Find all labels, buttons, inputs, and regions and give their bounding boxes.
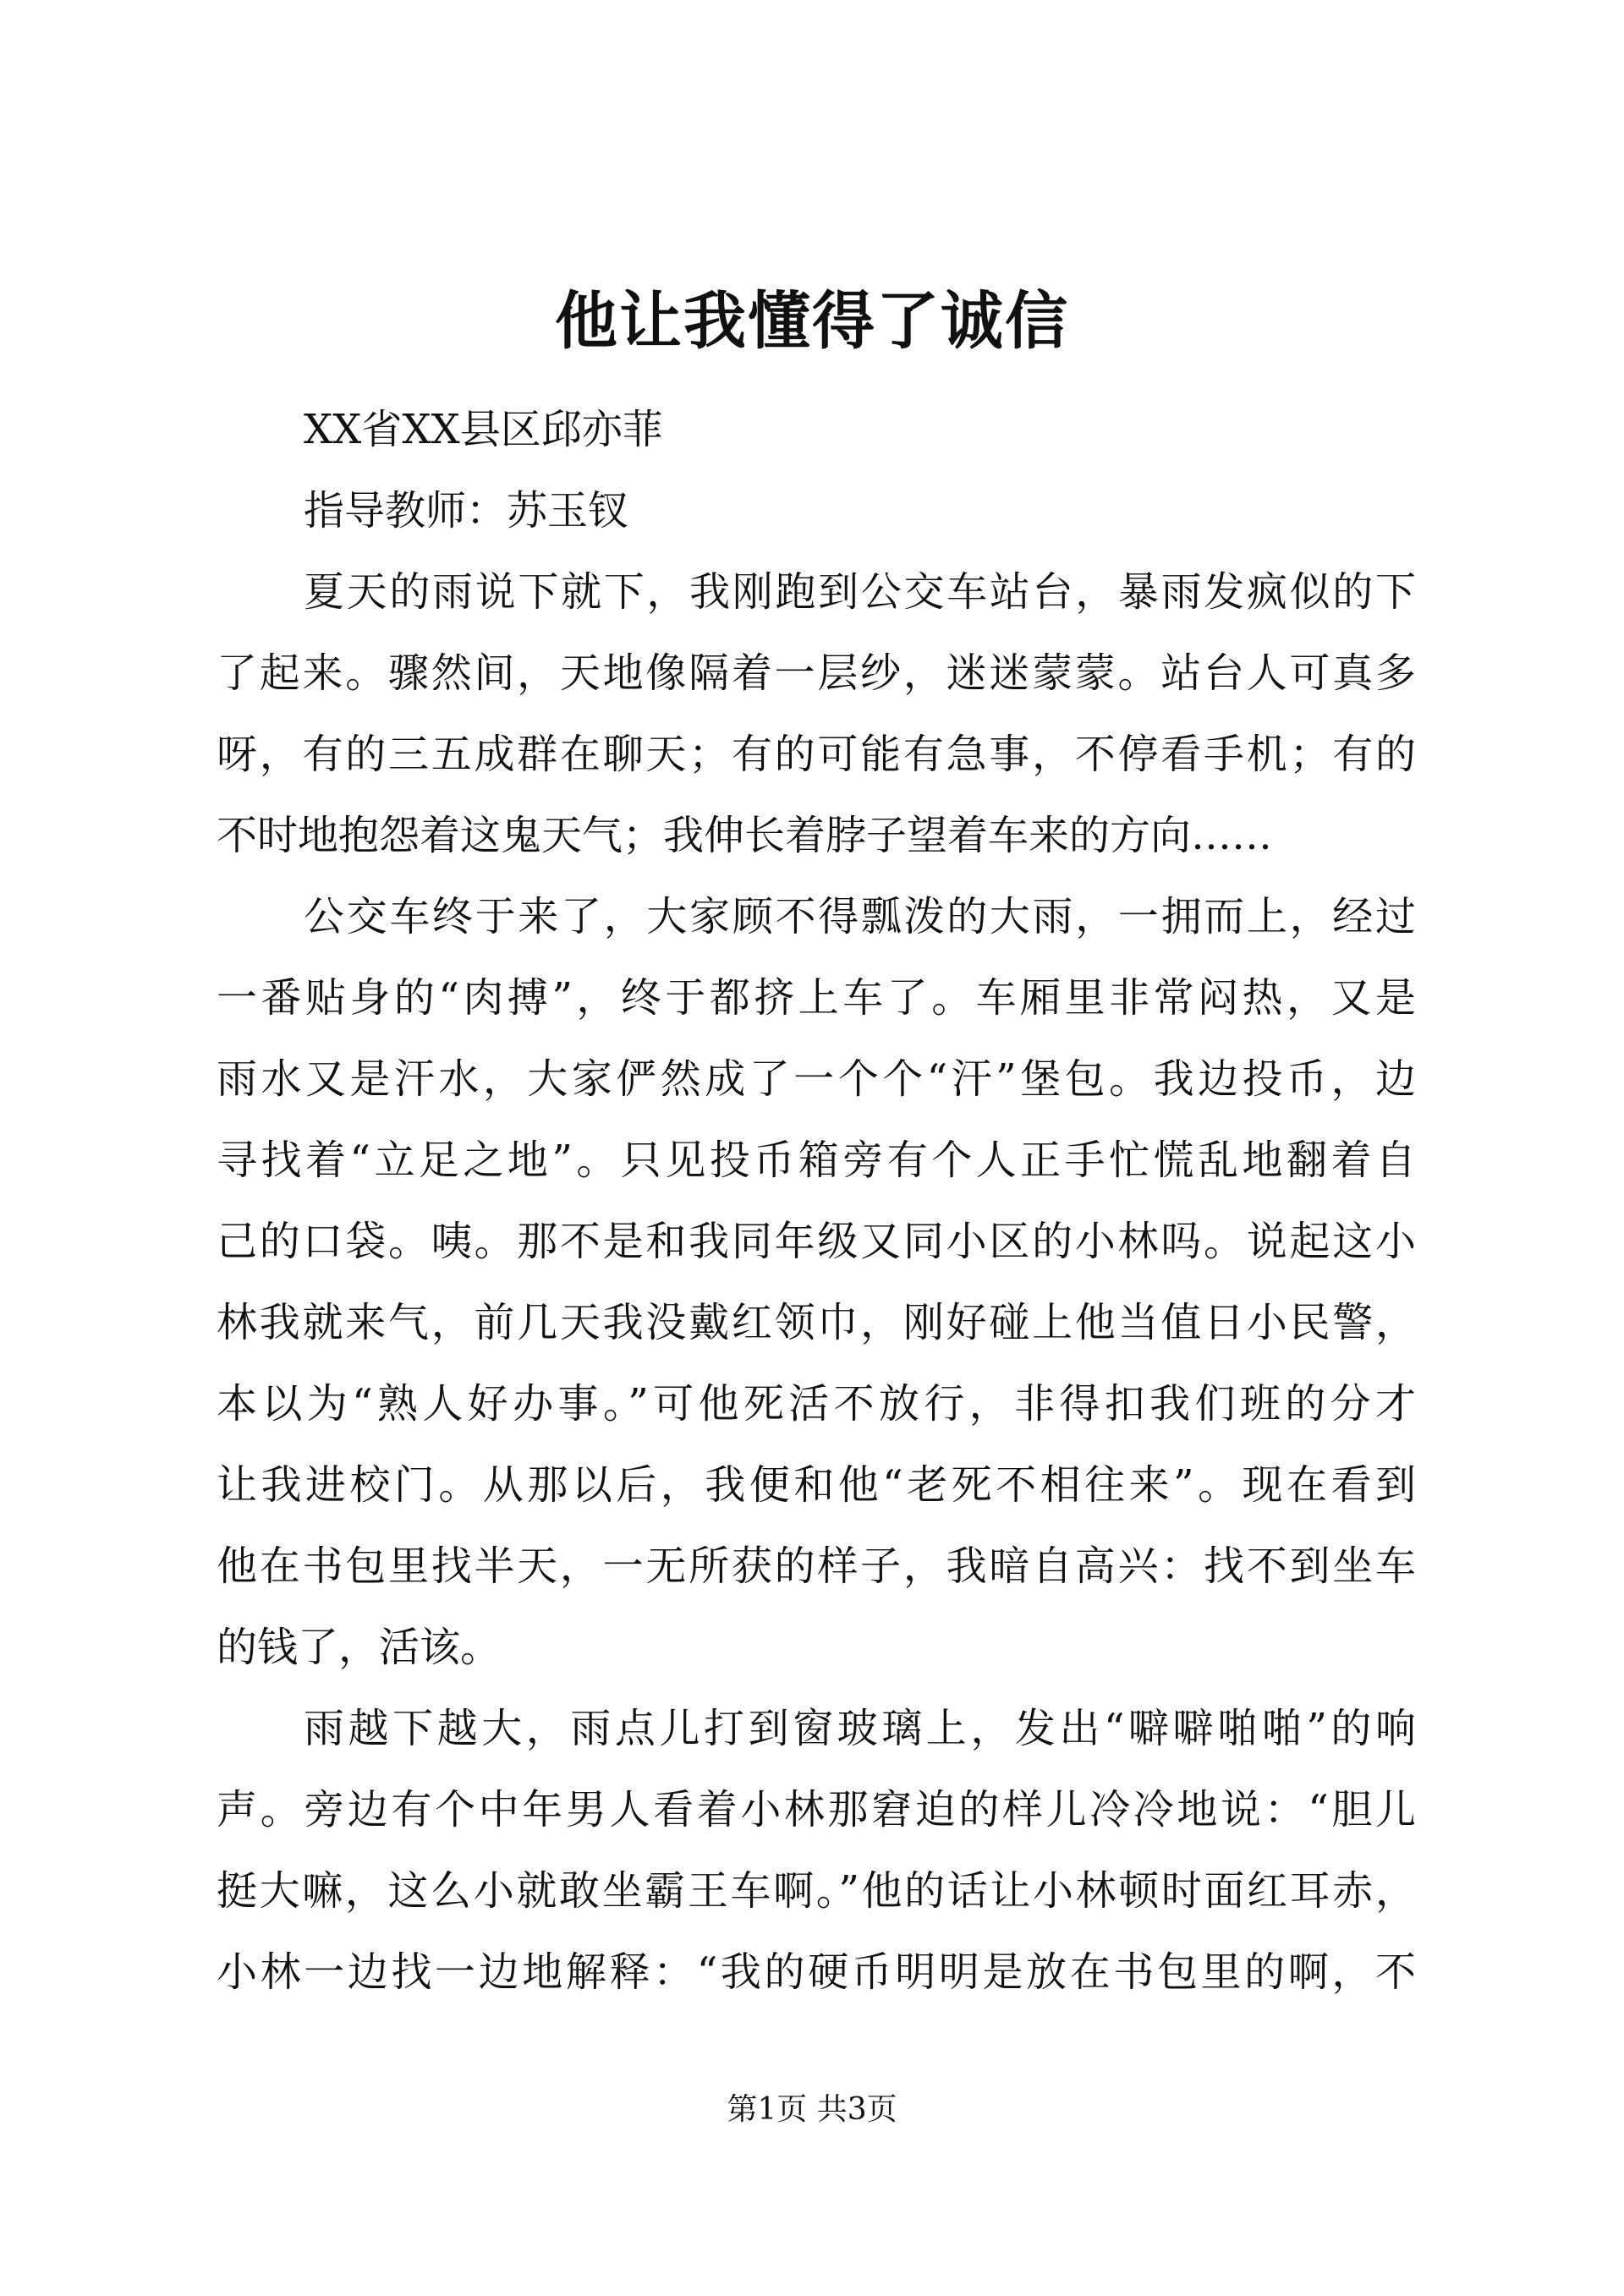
paragraph-line: 雨水又是汗水，大家俨然成了一个个“汗”堡包。我边投币，边	[217, 1055, 1416, 1103]
paragraph-line: 呀，有的三五成群在聊天；有的可能有急事，不停看手机；有的	[217, 731, 1416, 778]
document-body	[217, 389, 1416, 2013]
paragraph-2	[217, 876, 1416, 1688]
document-title: 他让我懂得了诚信	[555, 285, 1069, 358]
paragraph-line: 公交车终于来了，大家顾不得瓢泼的大雨，一拥而上，经过	[304, 893, 1416, 940]
paragraph-line: 林我就来气，前几天我没戴红领巾，刚好碰上他当值日小民警，	[217, 1299, 1416, 1346]
paragraph-1	[217, 551, 1416, 876]
teacher-line: 指导教师：苏玉钗	[304, 487, 629, 534]
paragraph-line: 夏天的雨说下就下，我刚跑到公交车站台，暴雨发疯似的下	[304, 568, 1416, 616]
paragraph-line: 己的口袋。咦。那不是和我同年级又同小区的小林吗。说起这小	[217, 1218, 1416, 1265]
paragraph-line: 雨越下越大，雨点儿打到窗玻璃上，发出“噼噼啪啪”的响	[304, 1705, 1416, 1752]
paragraph-line: 他在书包里找半天，一无所获的样子，我暗自高兴：找不到坐车	[217, 1543, 1416, 1590]
paragraph-line: 本以为“熟人好办事。”可他死活不放行，非得扣我们班的分才	[217, 1380, 1416, 1427]
paragraph-line: 一番贴身的“肉搏”，终于都挤上车了。车厢里非常闷热，又是	[217, 974, 1416, 1022]
paragraph-3	[217, 1688, 1416, 2013]
paragraph-line: 不时地抱怨着这鬼天气；我伸长着脖子望着车来的方向……	[217, 812, 1273, 859]
paragraph-line: 了起来。骤然间，天地像隔着一层纱，迷迷蒙蒙。站台人可真多	[217, 649, 1416, 697]
paragraph-line: 的钱了，活该。	[217, 1624, 502, 1671]
page-number-footer: 第1页 共3页	[727, 2092, 897, 2127]
author-line: XX省XX县区邱亦菲	[304, 406, 663, 453]
paragraph-line: 寻找着“立足之地”。只见投币箱旁有个人正手忙慌乱地翻着自	[217, 1137, 1416, 1184]
paragraph-line: 声。旁边有个中年男人看着小林那窘迫的样儿冷冷地说：“胆儿	[217, 1786, 1416, 1833]
paragraph-line: 让我进校门。从那以后，我便和他“老死不相往来”。现在看到	[217, 1461, 1416, 1509]
paragraph-line: 挺大嘛，这么小就敢坐霸王车啊。”他的话让小林顿时面红耳赤，	[217, 1867, 1416, 1915]
paragraph-line: 小林一边找一边地解释：“我的硬币明明是放在书包里的啊，不	[217, 1948, 1416, 1996]
